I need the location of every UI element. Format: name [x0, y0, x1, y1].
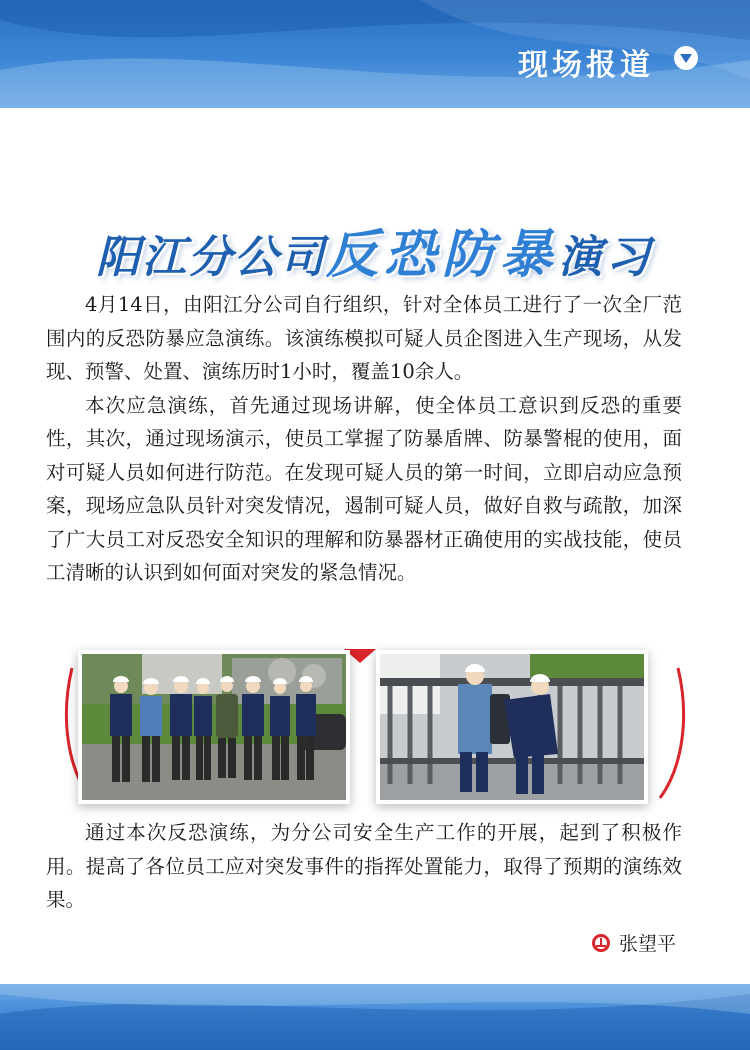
paragraph: 本次应急演练，首先通过现场讲解，使全体员工意识到反恐的重要性，其次，通过现场演示，使员工掌握了防暴盾牌、防暴警棍的使用，面对可疑人员如何进行防范。在发现可疑人员的第一时间，立即启动应急预案，现场应急队员针对突发情况，遏制可疑人员，做好自救与疏散，加深了广大员工对反恐安全知识的理解和防暴器材正确使用的实战技能，使员工清晰的认识到如何面对突发的紧急情况。: [46, 393, 682, 584]
photo-group-image: [82, 654, 346, 800]
section-title: 现场报道: [518, 48, 654, 83]
header-band: [0, 0, 750, 108]
article-headline: [0, 212, 750, 287]
article-body: [46, 288, 682, 590]
photo-gate-image: [380, 654, 644, 800]
headline-accent: 反恐防暴: [325, 224, 558, 285]
paragraph: 4月14日，由阳江分公司自行组织，针对全体员工进行了一次全厂范围内的反恐防暴应急演练。该演练模拟可疑人员企图进入生产现场，从发现、预警、处置、演练历时1小时，覆盖10余人。: [46, 293, 682, 383]
group-photo: [78, 650, 350, 804]
author-name: 张望平: [618, 933, 676, 955]
headline-tail: 演习: [558, 232, 654, 283]
chevron-down-icon: [674, 46, 698, 70]
company-logo-icon: [591, 933, 611, 953]
article-closing: [46, 816, 682, 917]
headline-main: 阳江分公司: [95, 232, 326, 283]
gate-drill-photo: [376, 650, 648, 804]
footer-band: [0, 984, 750, 1050]
author-byline: [591, 929, 676, 956]
paragraph: 通过本次反恐演练，为分公司安全生产工作的开展，起到了积极作用。提高了各位员工应对突发事件的指挥处置能力，取得了预期的演练效果。: [46, 821, 682, 911]
footer-wave-decoration: [0, 984, 750, 1050]
